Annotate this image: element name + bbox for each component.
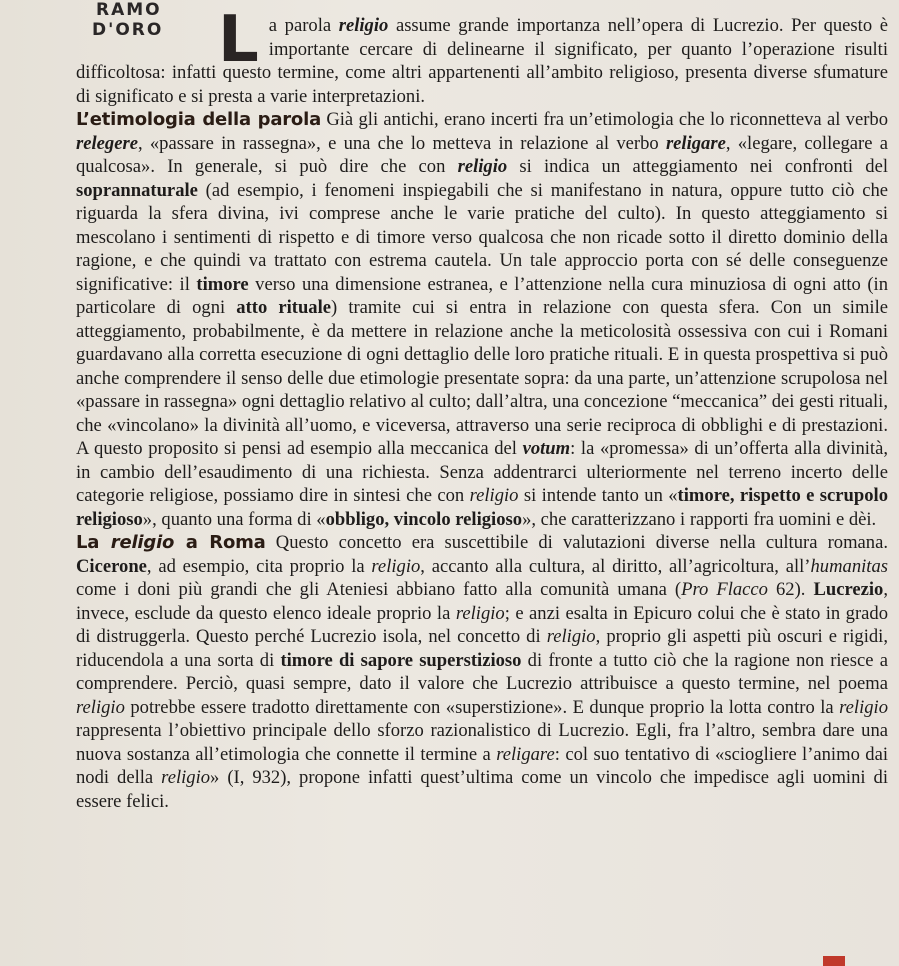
label-line-2: D'ORO <box>92 20 164 40</box>
etymology-heading: L’etimologia della parola <box>76 109 322 130</box>
rome-paragraph: La religio a Roma Questo concetto era suscettibile di valutazioni diverse nella cultura romana. Cicerone, ad esempio, cita proprio la religio, accanto alla cultura, al diritto, all’agricoltura, all’humanitas come i doni più grandi che gli Ateniesi abbiano fatto alla comunità umana (Pro Flacco 62). Lucrezio, invece, esclude da questo elenco ideale proprio la religio; e anzi esalta in Epicuro colui che è stato in grado di distruggerla. Questo perché Lucrezio isola, nel concetto di religio, proprio gli aspetti più oscuri e rigidi, riducendola a una sorta di timore di sapore superstizioso di fronte a tutto ciò che la ragione non riesce a comprendere. Perciò, quasi sempre, dato il valore che Lucrezio attribuisce a questo termine, nel poema religio potrebbe essere tradotto direttamente con «superstizione». E dunque proprio la lotta contro la religio rappresenta l’obiettivo principale dello sforzo razionalistico di Lucrezio. Egli, fra l’altro, sembra dare una nuova sostanza all’etimologia che connette il termine a religare: col suo tentativo di «sciogliere l’animo dai nodi della religio» (I, 932), propone infatti quest’ultima come un vincolo che impedisce agli uomini di essere felici. <box>76 532 889 812</box>
drop-cap: L <box>218 3 259 77</box>
page-corner-marker <box>823 956 845 966</box>
etymology-paragraph: L’etimologia della parola Già gli antichi, erano incerti fra un’etimologia che lo riconnetteva al verbo relegere, «passare in rassegna», e una che lo metteva in relazione al verbo religare, «legare, collegare a qualcosa». In generale, si può dire che con religio si indica un atteggiamento nei confronti del soprannaturale (ad esempio, i fenomeni inspiegabili che si manifestano in natura, oppure tutto ciò che riguarda la sfera divina, ivi comprese anche le varie pratiche del culto). In questo atteggiamento si mescolano i sentimenti di rispetto e di timore verso qualcosa che non ricade sotto il diretto dominio della ragione, e che quindi va trattato con estrema cautela. Un tale approccio porta con sé delle conseguenze significative: il timore verso una dimensione estranea, e l’attenzione nella cura minuziosa di ogni atto (in particolare di ogni atto rituale) tramite cui si entra in relazione con questa sfera. Con un simile atteggiamento, probabilmente, è da mettere in relazione anche la meticolosità ossessiva con cui i Romani guardavano alla corretta esecuzione di ogni dettaglio delle loro pratiche rituali. E in questa prospettiva si può anche comprendere il senso delle due etimologie presentate sopra: da una parte, un’attenzione scrupolosa nel «passare in rassegna» ogni dettaglio relativo al culto; dall’altra, una concezione “meccanica” dei gesti rituali, che «vincolano» la divinità all’uomo, e viceversa, attraverso una serie reciproca di obblighi e di prestazioni. A questo proposito si pensi ad esempio alla meccanica del votum: la «promessa» di un’offerta alla divinità, in cambio dell’esaudimento di una richiesta. Senza addentrarci ulteriormente nel terreno incerto delle categorie religiose, possiamo dire in sintesi che con religio si intende tanto un «timore, rispetto e scrupolo religioso», quanto una forma di «obbligo, vincolo religioso», che caratterizzano i rapporti fra uomini e dèi. <box>76 109 889 530</box>
rome-heading: La religio a Roma <box>76 532 266 553</box>
label-line-1: RAMO <box>96 0 162 20</box>
intro-paragraph: La parola religio assume grande importanza nell’opera di Lucrezio. Per questo è importante cercare di delinearne il significato, per quanto l’operazione risulti difficoltosa: infatti questo termine, come altri appartenenti all’ambito religioso, presenta diverse sfumature di significato e si presta a varie interpretazioni. <box>76 3 888 107</box>
